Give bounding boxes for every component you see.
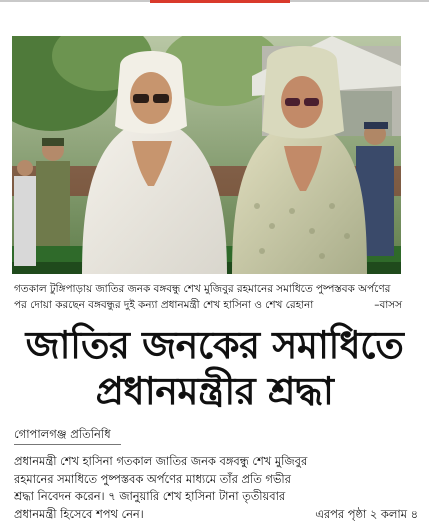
photo-caption	[14, 281, 408, 313]
continued-link: এরপর পৃষ্ঠা ২ কলাম ৪	[315, 506, 418, 521]
byline: গোপালগঞ্জ প্রতিনিধি	[14, 426, 121, 445]
caption-line-2-text: পর দোয়া করছেন বঙ্গবন্ধুর দুই কন্যা প্রধানমন্ত্রী শেখ হাসিনা ও শেখ রেহানা	[14, 299, 314, 311]
caption-line-1: গতকাল টুঙ্গিপাড়ায় জাতির জনক বঙ্গবন্ধু শেখ মুজিবুর রহমানের সমাধিতে পুষ্পস্তবক অর্পণের	[14, 283, 391, 295]
news-photo	[12, 36, 401, 274]
headline	[0, 322, 429, 414]
body-last-line	[14, 506, 418, 524]
body-line-3: শ্রদ্ধা নিবেদন করেন। ৭ জানুয়ারি শেখ হাসিনা টানা তৃতীয়বার	[14, 489, 286, 503]
top-rule	[0, 0, 429, 10]
headline-line-2: প্রধানমন্ত্রীর শ্রদ্ধা	[95, 369, 334, 413]
photo-illustration	[12, 36, 401, 274]
article-body	[14, 453, 418, 523]
top-red-rule	[150, 0, 290, 3]
headline-line-1: জাতির জনকের সমাধিতে	[25, 323, 404, 367]
photo-credit: –বাসস	[374, 299, 402, 311]
body-line-1: প্রধানমন্ত্রী শেখ হাসিনা গতকাল জাতির জনক বঙ্গবন্ধু শেখ মুজিবুর	[14, 454, 308, 468]
caption-line-2	[14, 297, 408, 313]
body-line-4: প্রধানমন্ত্রী হিসেবে শপথ নেন।	[14, 506, 144, 521]
body-line-2: রহমানের সমাধিতে পুষ্পস্তবক অর্পণের মাধ্যমে তাঁর প্রতি গভীর	[14, 471, 291, 486]
